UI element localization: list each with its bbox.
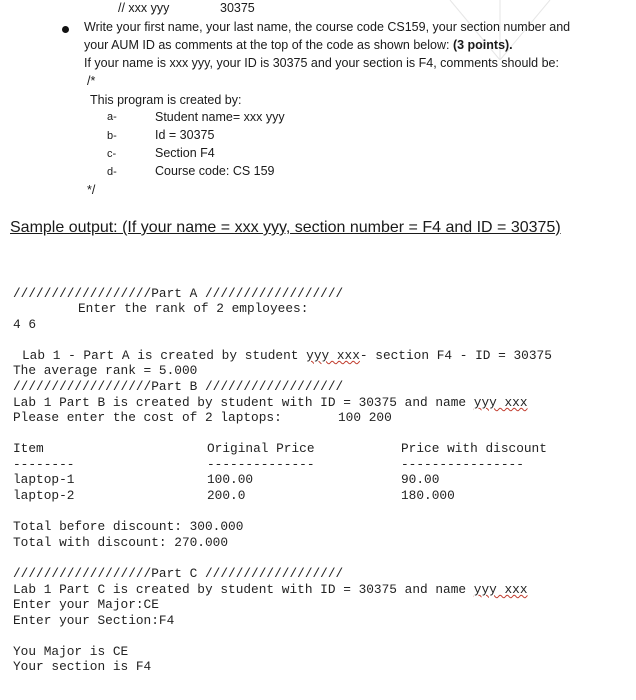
table-header-item: Item <box>13 441 44 456</box>
section-output: Your section is F4 <box>13 659 152 674</box>
instruction-line-2-text: your AUM ID as comments at the top of the code as shown below: <box>84 38 453 52</box>
rank-input: 4 6 <box>13 317 37 332</box>
instruction-points: (3 points). <box>452 38 513 52</box>
table-row-2-discount: 180.000 <box>401 488 455 503</box>
lab-b-pre: Lab 1 Part B is created by student with ID = 30375 and name <box>13 395 474 410</box>
table-row-1-item: laptop-1 <box>13 472 75 487</box>
total-with: Total with discount: 270.000 <box>13 535 229 550</box>
avg-rank: The average rank = 5.000 <box>13 363 198 378</box>
instruction-line-3: If your name is xxx yyy, your ID is 30375 and your section is F4, comments should be: <box>84 56 559 70</box>
table-dash-item: -------- <box>13 457 75 472</box>
comment-close: */ <box>87 183 96 197</box>
table-row-1-original: 100.00 <box>207 472 254 487</box>
top-comment-id: 30375 <box>220 1 255 15</box>
lab-a-line <box>22 348 552 363</box>
part-c-banner: //////////////////Part C ////////////////// <box>13 566 344 581</box>
comment-item-a: Student name= xxx yyy <box>155 110 285 124</box>
section-prompt: Enter your Section:F4 <box>13 613 175 628</box>
sample-output-heading: Sample output: (If your name = xxx yyy, section number = F4 and ID = 30375) <box>10 219 561 236</box>
part-a-banner: //////////////////Part A ////////////////// <box>13 286 344 301</box>
major-prompt: Enter your Major:CE <box>13 597 159 612</box>
lab-a-name: yyy xxx <box>306 348 360 363</box>
comment-marker-a: a- <box>107 111 117 123</box>
comment-marker-b: b- <box>107 130 117 142</box>
cost-input: 100 200 <box>338 410 392 425</box>
lab-b-name: yyy xxx <box>473 395 528 410</box>
comment-item-c: Section F4 <box>155 146 215 160</box>
bullet-dot <box>62 26 69 33</box>
table-header-discount: Price with discount <box>401 441 547 456</box>
lab-a-pre: Lab 1 - Part A is created by student <box>22 348 307 363</box>
table-dash-original: -------------- <box>207 457 315 472</box>
lab-a-post: - section F4 - ID = 30375 <box>359 348 552 363</box>
table-dash-discount: ---------------- <box>401 457 524 472</box>
table-row-2-item: laptop-2 <box>13 488 75 503</box>
comment-open: /* <box>87 74 96 88</box>
table-row-2-original: 200.0 <box>207 488 246 503</box>
comment-item-d: Course code: CS 159 <box>155 164 275 178</box>
total-before: Total before discount: 300.000 <box>13 519 244 534</box>
part-b-banner: //////////////////Part B ////////////////// <box>13 379 344 394</box>
comment-marker-d: d- <box>107 166 117 178</box>
instruction-line-2 <box>84 38 513 52</box>
instruction-line-1: Write your first name, your last name, the course code CS159, your section number and <box>84 20 571 34</box>
cost-prompt: Please enter the cost of 2 laptops: <box>13 410 282 425</box>
lab-c-pre: Lab 1 Part C is created by student with ID = 30375 and name <box>13 582 474 597</box>
lab-c-name: yyy xxx <box>473 582 528 597</box>
comment-marker-c: c- <box>107 148 117 160</box>
rank-prompt: Enter the rank of 2 employees: <box>78 301 309 316</box>
comment-intro: This program is created by: <box>90 93 242 107</box>
lab-b-line <box>13 395 528 410</box>
table-row-1-discount: 90.00 <box>401 472 440 487</box>
major-output: You Major is CE <box>13 644 129 659</box>
top-comment-prefix: // xxx yyy <box>118 1 170 15</box>
lab-c-line <box>13 582 528 597</box>
comment-item-b: Id = 30375 <box>155 128 215 142</box>
table-header-original: Original Price <box>207 441 315 456</box>
